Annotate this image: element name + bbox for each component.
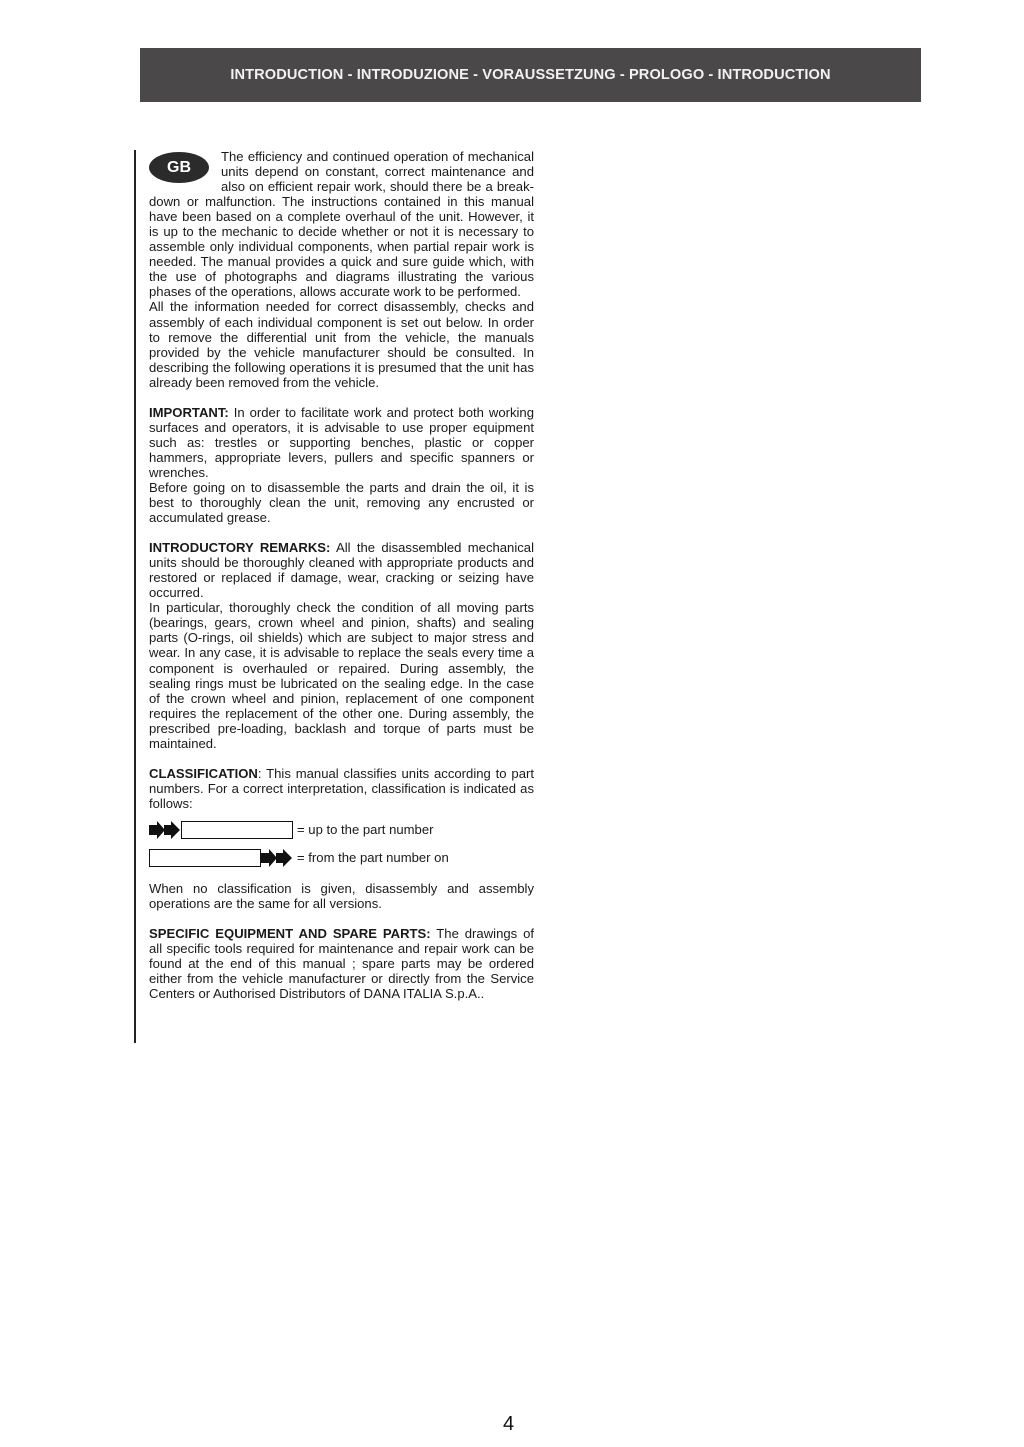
spare-parts-heading: SPECIFIC EQUIPMENT AND SPARE PARTS: (149, 926, 431, 942)
remarks-paragraph (149, 540, 534, 600)
remarks-text: All the disassembled mechanical units should be thoroughly cleaned with appropriate products and restored or replaced if damage, wear, cracking or seizing have occurred. (149, 540, 534, 601)
spare-parts-text: The drawings of all specific tools required for maintenance and repair work can be found at the end of this manual ; spare parts may be ordered either from the vehicle manufacturer or directly from the Service Centers or Authorised Distributors of DANA ITALIA S.p.A.. (149, 926, 534, 1002)
legend-label-up-to: = up to the part number (297, 822, 434, 838)
legend-label-from: = from the part number on (297, 850, 449, 866)
classification-legend-from (149, 847, 534, 869)
important-paragraph-2: Before going on to disassemble the parts and drain the oil, it is best to thoroughly clean the unit, removing any encrusted or accumulated grease. (149, 479, 534, 526)
intro-paragraph-1: The efficiency and continued operation of mechanical units depend on constant, correct maintenance and also on efficient repair work, should there be a break-down or malfunction. The instructions contained in this manual have been based on a complete overhaul of the unit. However, it is up to the mechanic to decide whether or not it is necessary to assemble only individual components, when partial repair work is needed. The manual provides a quick and sure guide which, with the use of photographs and diagrams illustrating the various phases of the operations, allows accurate work to be performed. (149, 149, 534, 300)
part-number-box (149, 849, 261, 867)
remarks-paragraph-2: In particular, thoroughly check the condition of all moving parts (bearings, gears, crown wheel and pinion, shafts) and sealing parts (O-rings, oil shields) which are subject to major stress and wear. In any case, it is advisable to replace the seals every time a component is overhauled or repaired. During assembly, the sealing rings must be lubricated on the sealing edge. In the case of the crown wheel and pinion, replacement of one component requires the replacement of the other one. During assembly, the prescribed pre-loading, backlash and torque of parts must be maintained. (149, 600, 534, 751)
classification-text: : This manual classifies units according to part numbers. For a correct interpretation, classification is indicated as follows: (149, 765, 534, 811)
remarks-heading: INTRODUCTORY REMARKS: (149, 540, 331, 556)
important-paragraph (149, 405, 534, 480)
classification-paragraph-2: When no classification is given, disassembly and assembly operations are the same for all versions. (149, 880, 534, 911)
page-number: 4 (503, 1413, 515, 1435)
classification-heading: CLASSIFICATION (149, 765, 258, 781)
double-arrow-icon (261, 848, 293, 868)
important-heading: IMPORTANT: (149, 404, 229, 420)
classification-paragraph (149, 766, 534, 811)
double-arrow-icon (149, 820, 181, 840)
section-header-bar (140, 48, 921, 102)
important-text: In order to facilitate work and protect both working surfaces and operators, it is advisable to use proper equipment such as: trestles or supporting benches, plastic or copper hammers, appropriate levers, pullers and specific spanners or wrenches. (149, 404, 534, 480)
part-number-box (181, 821, 293, 839)
section-title: INTRODUCTION - INTRODUZIONE - VORAUSSETZUNG - PROLOGO - INTRODUCTION (230, 67, 831, 83)
spare-parts-paragraph (149, 926, 534, 1001)
change-bar (134, 150, 136, 1043)
gb-text-column (149, 149, 534, 1001)
language-badge-gb: GB (149, 152, 209, 183)
classification-legend-up-to (149, 819, 534, 841)
intro-paragraph-2: All the information needed for correct disassembly, checks and assembly of each individual component is set out below. In order to remove the differential unit from the vehicle, the manuals provided by the vehicle manufacturer should be consulted. In describing the following operations it is presumed that the unit has already been removed from the vehicle. (149, 299, 534, 390)
